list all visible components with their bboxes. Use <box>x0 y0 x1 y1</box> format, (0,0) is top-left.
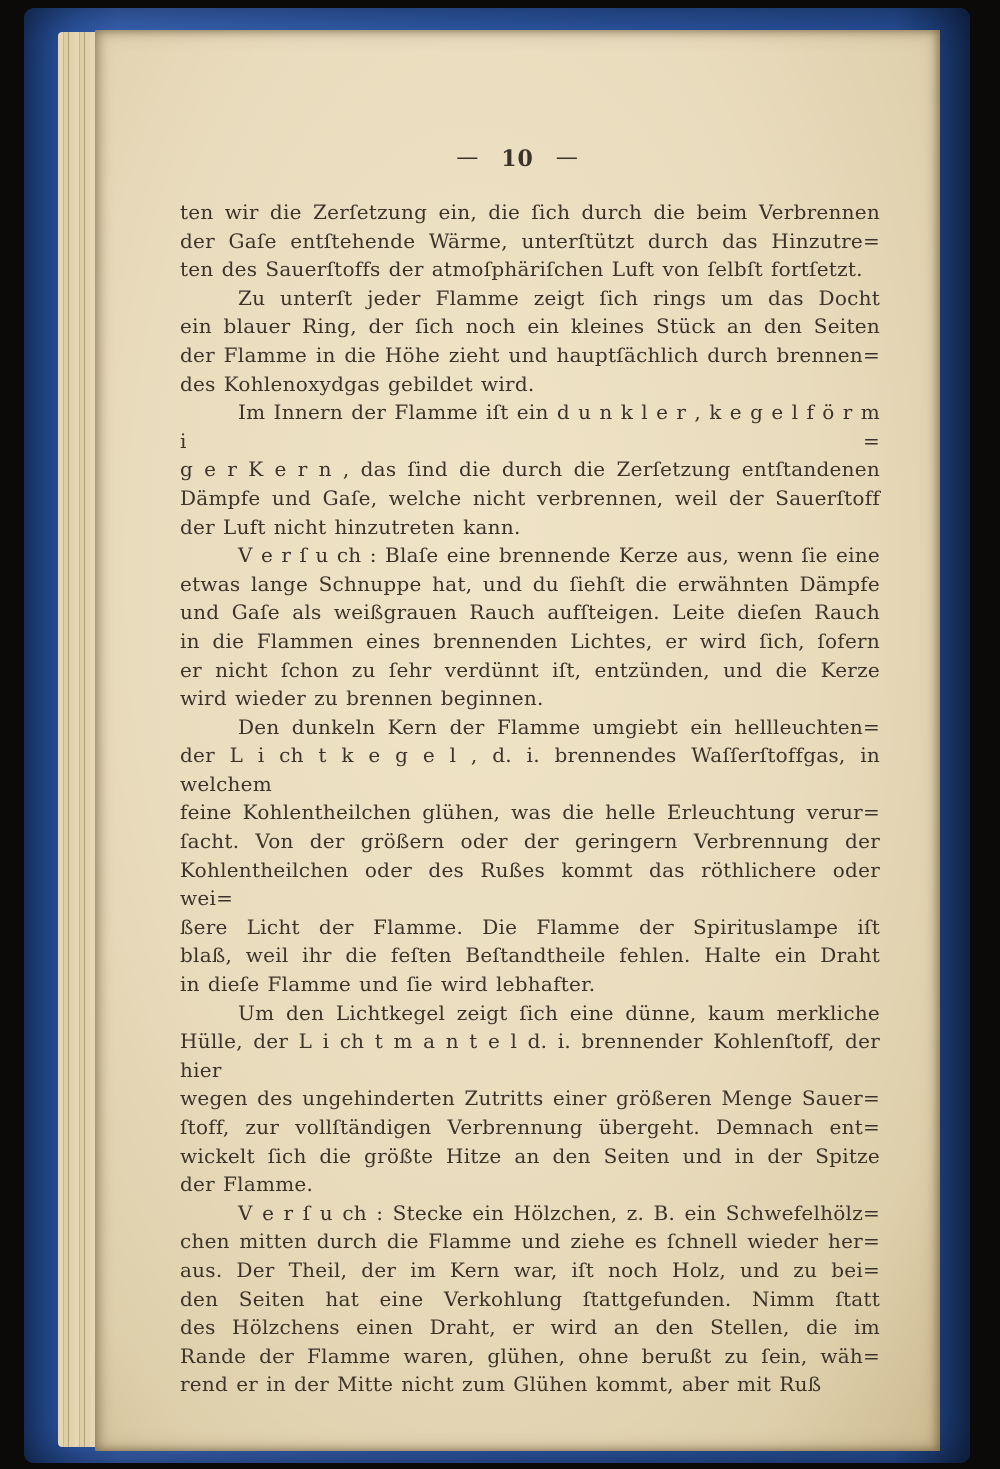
text-line: ſtoff, zur vollſtändigen Verbrennung übergeht. Demnach ent= <box>180 1115 880 1139</box>
paragraph <box>180 198 880 284</box>
header-right-rule: — <box>555 145 579 170</box>
page-header <box>95 30 940 172</box>
text-line: in die Flammen eines brennenden Lichtes, er wird ſich, ſofern <box>180 628 880 653</box>
text-line: Den dunkeln Kern der Flamme umgiebt ein hellleuchten= <box>238 714 880 739</box>
text-line: Zu unterſt jeder Flamme zeigt ſich rings um das Docht <box>238 285 880 310</box>
text-line: etwas lange Schnuppe hat, und du ſiehſt die erwähnten Dämpfe <box>180 571 880 596</box>
paragraph <box>180 999 880 1199</box>
text-line: in dieſe Flamme und ſie wird lebhafter. <box>180 972 596 997</box>
text-line: ſacht. Von der größern oder der geringern Verbrennung der <box>180 829 880 854</box>
text-line: aus. Der Theil, der im Kern war, iſt noch Holz, und zu bei= <box>180 1257 880 1282</box>
text-line: er nicht ſchon zu ſehr verdünnt iſt, entzünden, und die Kerze <box>180 657 880 682</box>
text-block <box>180 198 880 1399</box>
text-line: Kohlentheilchen oder des Rußes kommt das röthlichere oder wei= <box>180 857 880 911</box>
page-number: 10 <box>501 146 534 172</box>
paragraph <box>180 541 880 713</box>
text-line: ein blauer Ring, der ſich noch ein kleines Stück an den Seiten <box>180 314 880 339</box>
text-line: ten des Sauerſtoffs der atmoſphäriſchen Luft von ſelbſt fortſetzt. <box>180 257 863 282</box>
text-line: V e r ſ u ch : Blaſe eine brennende Kerze aus, wenn ſie eine <box>238 543 880 568</box>
text-line: wegen des ungehinderten Zutritts einer größeren Menge Sauer= <box>180 1086 880 1111</box>
text-line: rend er in der Mitte nicht zum Glühen kommt, aber mit Ruß <box>180 1372 822 1397</box>
book-page <box>95 30 940 1451</box>
text-line: wird wieder zu brennen beginnen. <box>180 686 544 711</box>
text-line: Dämpfe und Gaſe, welche nicht verbrennen, weil der Sauerſtoff <box>180 485 880 510</box>
text-line: V e r ſ u ch : Stecke ein Hölzchen, z. B. ein Schwefelhölz= <box>238 1200 880 1225</box>
paragraph <box>180 1199 880 1399</box>
text-line: den Seiten hat eine Verkohlung ſtattgefunden. Nimm ſtatt <box>180 1286 880 1311</box>
paragraph <box>180 713 880 999</box>
text-line: der Flamme in die Höhe zieht und hauptſächlich durch brennen= <box>180 342 880 367</box>
paragraph <box>180 398 880 541</box>
text-line: ßere Licht der Flamme. Die Flamme der Spirituslampe iſt <box>180 914 880 939</box>
text-line: Um den Lichtkegel zeigt ſich eine dünne, kaum merkliche <box>238 1000 880 1025</box>
text-line: g e r K e r n , das ſind die durch die Zerſetzung entſtandenen <box>180 457 880 482</box>
paragraph <box>180 284 880 398</box>
text-line: und Gaſe als weißgrauen Rauch aufſteigen. Leite dieſen Rauch <box>180 600 880 625</box>
text-line: der Gaſe entſtehende Wärme, unterſtützt durch das Hinzutre= <box>180 228 880 253</box>
text-line: des Kohlenoxydgas gebildet wird. <box>180 371 535 396</box>
text-line: blaß, weil ihr die feſten Beſtandtheile fehlen. Halte ein Draht <box>180 943 880 968</box>
text-line: Hülle, der L i ch t m a n t e l d. i. brennender Kohlenſtoff, der hier <box>180 1029 880 1082</box>
text-line: der L i ch t k e g e l , d. i. brennendes Waſſerſtoffgas, in welchem <box>180 743 880 796</box>
text-line: feine Kohlentheilchen glühen, was die helle Erleuchtung verur= <box>180 800 880 825</box>
page-edge-stack <box>58 32 96 1447</box>
text-line: chen mitten durch die Flamme und ziehe es ſchnell wieder her= <box>180 1229 880 1254</box>
header-left-rule: — <box>456 145 480 170</box>
text-line: Rande der Flamme waren, glühen, ohne berußt zu ſein, wäh= <box>180 1343 880 1368</box>
text-line: der Luft nicht hinzutreten kann. <box>180 514 521 539</box>
text-line: Im Innern der Flamme iſt ein d u n k l e r , k e g e l f ö r m i = <box>180 400 880 453</box>
text-line: wickelt ſich die größte Hitze an den Seiten und in der Spitze <box>180 1143 880 1168</box>
text-line: ten wir die Zerſetzung ein, die ſich durch die beim Verbrennen <box>180 200 880 224</box>
text-line: des Hölzchens einen Draht, er wird an den Stellen, die im <box>180 1315 880 1340</box>
text-line: der Flamme. <box>180 1172 314 1197</box>
